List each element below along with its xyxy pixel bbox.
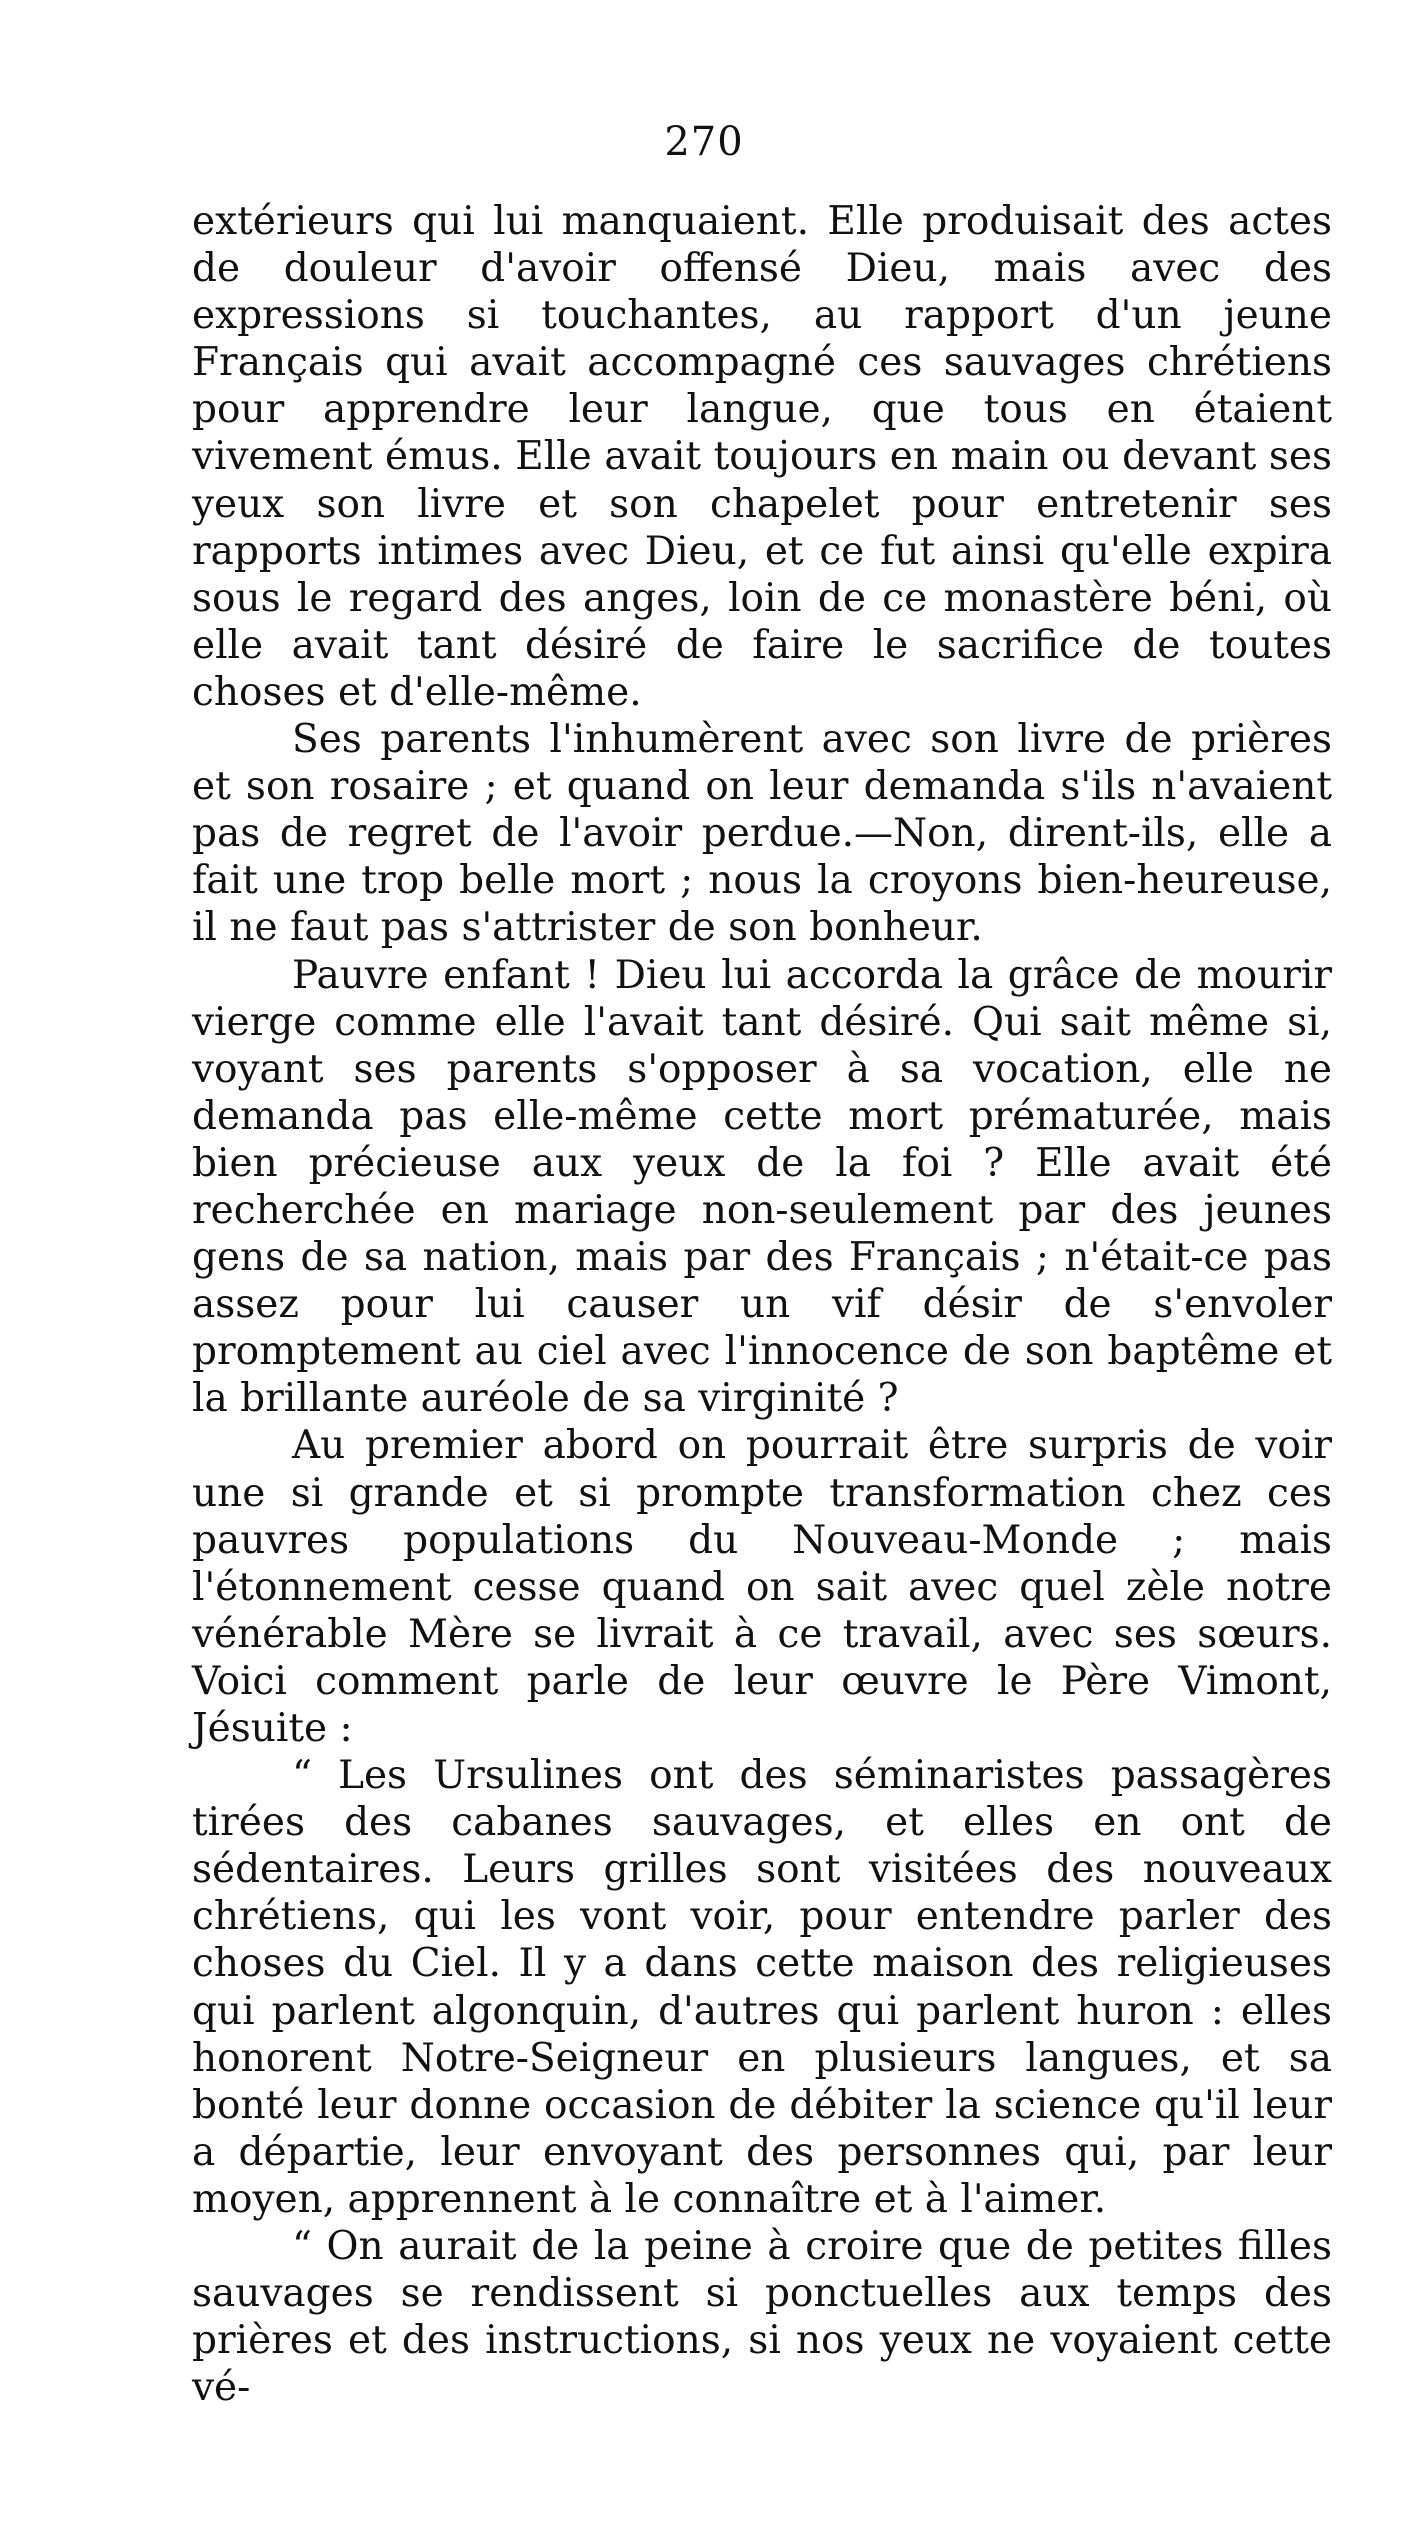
quoted-paragraph: “ Les Ursulines ont des séminaristes passagères tirées des cabanes sauvages, et elles en ont de sédentaires. Leurs grilles sont visitées des nouveaux chrétiens, qui les vont voir, pour entendre parler des choses du Ciel. Il y a dans cette maison des religieuses qui parlent algonquin, d'autres qui parlent huron : elles honorent Notre-Seigneur en plusieurs langues, et sa bonté leur donne occasion de débiter la science qu'il leur a départie, leur envoyant des personnes qui, par leur moyen, apprennent à le connaître et à l'aimer. (192, 1753, 1332, 2222)
paragraph: Au premier abord on pourrait être surpris de voir une si grande et si prompte transformation chez ces pauvres populations du Nouveau-Monde ; mais l'étonnement cesse quand on sait avec quel zèle notre vénérable Mère se livrait à ce travail, avec ses sœurs. Voici comment parle de leur œuvre le Père Vimont, Jésuite : (192, 1423, 1332, 1751)
paragraph: Ses parents l'inhumèrent avec son livre de prières et son rosaire ; et quand on leur demanda s'ils n'avaient pas de regret de l'avoir perdue.—Non, dirent-ils, elle a fait une trop belle mort ; nous la croyons bien-heureuse, il ne faut pas s'attrister de son bonheur. (192, 717, 1332, 951)
paragraph: Pauvre enfant ! Dieu lui accorda la grâce de mourir vierge comme elle l'avait tant désiré. Qui sait même si, voyant ses parents s'opposer à sa vocation, elle ne demanda pas elle-même cette mort prématurée, mais bien précieuse aux yeux de la foi ? Elle avait été recherchée en mariage non-seulement par des jeunes gens de sa nation, mais par des Français ; n'était-ce pas assez pour lui causer un vif désir de s'envoler promptement au ciel avec l'innocence de son baptême et la brillante auréole de sa virginité ? (192, 952, 1332, 1422)
body-text (192, 198, 1332, 2411)
paragraph: extérieurs qui lui manquaient. Elle produisait des actes de douleur d'avoir offensé Dieu, mais avec des expressions si touchantes, au rapport d'un jeune Français qui avait accompagné ces sauvages chrétiens pour apprendre leur langue, que tous en étaient vivement émus. Elle avait toujours en main ou devant ses yeux son livre et son chapelet pour entretenir ses rapports intimes avec Dieu, et ce fut ainsi qu'elle expira sous le regard des anges, loin de ce monastère béni, où elle avait tant désiré de faire le sacrifice de toutes choses et d'elle-même. (192, 199, 1332, 715)
page-number: 270 (664, 119, 744, 165)
quoted-paragraph: “ On aurait de la peine à croire que de petites filles sauvages se rendissent si ponctuelles aux temps des prières et des instructions, si nos yeux ne voyaient cette vé- (192, 2224, 1332, 2411)
